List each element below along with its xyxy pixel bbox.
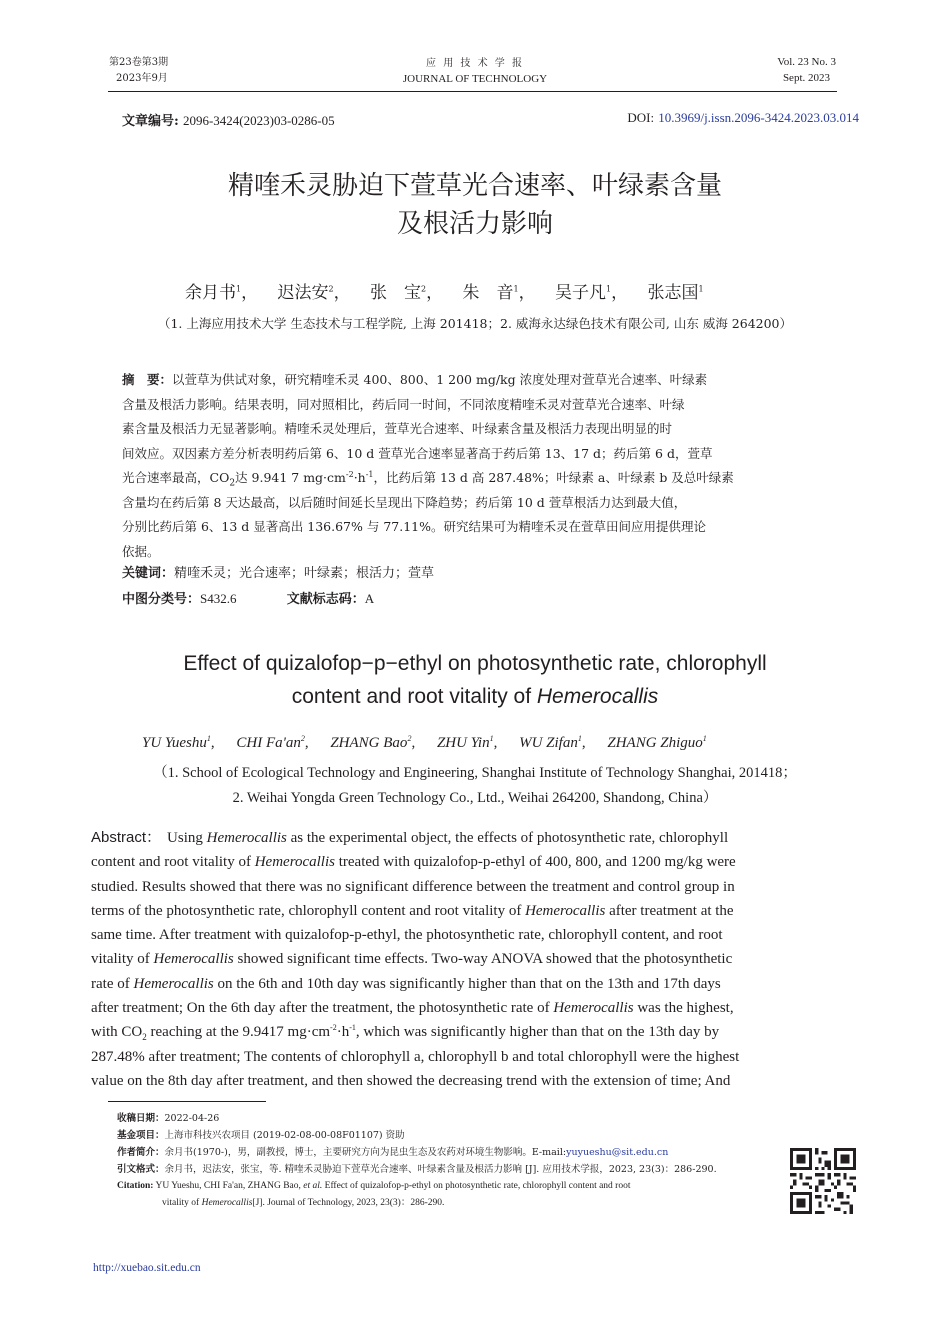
abstract-en-text: content and root vitality of <box>91 854 255 871</box>
abstract-en-line <box>91 972 859 996</box>
author-cn-affil: 1 <box>698 284 704 294</box>
abstract-en-sup: -2 <box>330 1023 337 1033</box>
footnote-label: 基金项目： <box>117 1130 165 1141</box>
header-volume-en: Vol. 23 No. 3 <box>777 56 836 68</box>
header-date-en: Sept. 2023 <box>782 72 830 84</box>
footnote-text: 余月书，迟法安，张宝，等. 精喹禾灵胁迫下萱草光合速率、叶绿素含量及根活力影响 [J]. 应用技术学报，2023, 23(3)：286-290. <box>164 1164 717 1175</box>
doi <box>540 110 859 126</box>
abstract-cn-line <box>122 368 858 393</box>
abstract-en-text: reaching at the 9.9417 mg·cm <box>146 1024 331 1041</box>
abstract-cn-text: 光合速率最高，CO <box>122 470 230 485</box>
header-date-cn: 2023年9月 <box>116 73 168 84</box>
footnote-text: vitality of <box>162 1198 202 1208</box>
title-en-line1: Effect of quizalofop−p−ethyl on photosynthetic rate, chlorophyll <box>183 652 767 675</box>
doc-code-label: 文献标志码： <box>286 592 365 607</box>
abstract-en-label: Abstract： <box>91 829 162 846</box>
abstract-cn-sub: 2 <box>229 478 236 489</box>
abstract-cn-text: ·h <box>353 470 366 485</box>
abstract-en-text: rate of <box>91 975 134 992</box>
authors-cn <box>185 278 704 303</box>
keywords-cn <box>122 562 434 581</box>
abstract-en-text: after treatment at the <box>605 902 734 919</box>
author-cn: 吴子凡 <box>555 283 606 303</box>
author-cn-affil: 1 <box>513 284 519 294</box>
footnote-received <box>117 1110 717 1127</box>
footnotes <box>117 1110 717 1212</box>
abstract-en-sub: 2 <box>142 1032 147 1043</box>
footnote-rule <box>108 1101 266 1102</box>
abstract-en-line: same time. After treatment with quizalofop-p-ethyl, the photosynthetic rate, chlorophyll content, and root <box>91 927 723 944</box>
footnote-label: Citation: <box>117 1181 154 1191</box>
author-cn: 迟法安 <box>277 283 329 303</box>
author-email-link[interactable]: yuyueshu@sit.edu.cn <box>566 1147 669 1158</box>
affiliation-en-line2: 2. Weihai Yongda Green Technology Co., Ltd., Weihai 264200, Shandong, China） <box>232 790 718 806</box>
abstract-en-line <box>91 899 859 923</box>
author-en-affil: 2 <box>407 734 412 743</box>
footnote-author <box>117 1144 717 1161</box>
footer-url-link[interactable]: http://xuebao.sit.edu.cn <box>93 1262 201 1274</box>
abstract-en-text: treated with quizalofop-p-ethyl of 400, 800, and 1200 mg/kg were <box>334 854 736 871</box>
abstract-cn-line: 素含量及根活力无显著影响。精喹禾灵处理后，萱草光合速率、叶绿素含量及根活力表现出明显的时 <box>122 421 673 436</box>
abstract-cn <box>122 368 858 564</box>
abstract-cn-text: 达 9.941 7 mg·cm <box>235 470 346 485</box>
abstract-cn-line: 依据。 <box>122 543 160 559</box>
author-en: ZHANG Zhiguo <box>607 735 703 751</box>
doi-link[interactable]: 10.3969/j.issn.2096-3424.2023.03.014 <box>658 110 859 125</box>
abstract-cn-text: ，比药后第 13 d 高 287.48%；叶绿素 a、叶绿素 b 及总叶绿素 <box>373 470 734 485</box>
keywords-cn-value: 精喹禾灵；光合速率；叶绿素；根活力；萱草 <box>174 566 435 581</box>
header-journal-en: JOURNAL OF TECHNOLOGY <box>402 73 548 85</box>
author-cn-sep: ， <box>333 283 351 303</box>
footnote-label: 收稿日期： <box>117 1113 165 1124</box>
classification <box>122 588 374 607</box>
author-en-sep: , <box>581 735 586 751</box>
footnote-text: Effect of quizalofop-p-ethyl on photosynthetic rate, chlorophyll content and root <box>322 1181 631 1191</box>
title-en-line2 <box>0 682 950 712</box>
doi-label: DOI: <box>627 110 655 125</box>
author-en: WU Zifan <box>519 735 578 751</box>
footnote-text: et al. <box>303 1181 323 1191</box>
footnote-label: 作者简介： <box>117 1147 165 1158</box>
article-number <box>122 110 335 129</box>
author-cn-sep: ， <box>426 283 444 303</box>
author-cn-sep: ， <box>611 283 629 303</box>
abstract-en-sup: -1 <box>349 1023 356 1033</box>
author-cn: 余月书 <box>185 283 236 303</box>
title-en-genus: Hemerocallis <box>536 685 659 708</box>
abstract-en-genus: Hemerocallis <box>254 854 335 871</box>
footnote-text: 上海市科技兴农项目 (2019-02-08-00-08F01107) 资助 <box>164 1130 405 1141</box>
footnote-cite-en <box>117 1178 717 1195</box>
authors-en <box>142 735 707 752</box>
abstract-cn-sup: -2 <box>345 469 354 479</box>
author-en: CHI Fa'an <box>236 735 301 751</box>
author-en: ZHU Yin <box>436 735 490 751</box>
footnote-text: [J]. Journal of Technology, 2023, 23(3)：286-290. <box>252 1198 445 1208</box>
clc-value: S432.6 <box>200 591 237 606</box>
abstract-en-line: 287.48% after treatment; The contents of chlorophyll a, chlorophyll b and total chlorophyll were the highest <box>91 1048 740 1065</box>
author-en-sep: , <box>210 735 215 751</box>
affiliation-cn: （1. 上海应用技术大学 生态技术与工程学院, 上海 201418；2. 威海永达绿色技术有限公司, 山东 威海 264200） <box>157 316 793 331</box>
abstract-en-text: ·h <box>336 1024 350 1041</box>
title-cn-line2: 及根活力影响 <box>396 209 553 239</box>
abstract-en-line <box>91 996 859 1020</box>
author-en-sep: , <box>493 735 498 751</box>
author-en-affil: 1 <box>489 734 494 743</box>
footnote-fund <box>117 1127 717 1144</box>
title-en-text: content and root vitality of <box>291 685 537 708</box>
abstract-cn-line: 分别比药后第 6、13 d 显著高出 136.67% 与 77.11%。研究结果可为精喹禾灵在萱草田间应用提供理论 <box>122 519 706 534</box>
author-cn: 朱 音 <box>462 283 514 303</box>
abstract-cn-line: 含量均在药后第 8 天达最高，以后随时间延长呈现出下降趋势；药后第 10 d 萱草根活力达到最大值， <box>122 494 687 510</box>
abstract-en <box>91 826 859 1093</box>
abstract-en-line: studied. Results showed that there was no significant difference between the treatment and control group in <box>91 878 735 895</box>
abstract-cn-sup: -1 <box>365 469 374 479</box>
abstract-cn-text: 以萱草为供试对象，研究精喹禾灵 400、800、1 200 mg/kg 浓度处理对萱草光合速率、叶绿素 <box>172 372 708 387</box>
author-en: YU Yueshu <box>142 735 207 751</box>
abstract-en-genus: Hemerocallis <box>133 975 214 992</box>
article-number-value: 2096-3424(2023)03-0286-05 <box>182 113 335 128</box>
header-journal-cn: 应 用 技 术 学 报 <box>426 58 524 69</box>
author-en-affil: 2 <box>300 734 305 743</box>
author-en-affil: 1 <box>577 734 582 743</box>
abstract-en-line <box>91 947 859 971</box>
title-cn-line1: 精喹禾灵胁迫下萱草光合速率、叶绿素含量 <box>227 171 722 201</box>
abstract-en-text: was the highest, <box>633 1000 734 1017</box>
author-cn-affil: 2 <box>421 284 427 294</box>
author-cn: 张 宝 <box>370 283 421 303</box>
abstract-en-line <box>91 1020 859 1044</box>
author-cn-sep: ， <box>241 283 259 303</box>
author-cn-affil: 1 <box>236 284 242 294</box>
footnote-label: 引文格式： <box>117 1164 165 1175</box>
abstract-cn-label: 摘 要： <box>122 372 173 387</box>
author-cn: 张志国 <box>647 283 699 303</box>
abstract-en-line <box>91 850 859 874</box>
footnote-cite-cn <box>117 1161 717 1178</box>
abstract-cn-line: 间效应。双因素方差分析表明药后第 6、10 d 萱草光合速率显著高于药后第 13、17 d；药后第 6 d，萱草 <box>122 445 713 461</box>
abstract-en-text: , which was significantly higher than that on the 13th day by <box>355 1024 720 1041</box>
abstract-en-genus: Hemerocallis <box>153 951 234 968</box>
article-number-label: 文章编号: <box>122 114 179 129</box>
header-volume-cn: 第23卷第3期 <box>109 57 169 68</box>
abstract-cn-line <box>122 466 858 491</box>
author-en: ZHANG Bao <box>330 735 408 751</box>
doc-code-value: A <box>364 591 375 606</box>
footnote-cite-en-cont <box>117 1195 717 1212</box>
abstract-en-text: vitality of <box>91 951 154 968</box>
affiliation-en-line1: （1. School of Ecological Technology and Engineering, Shanghai Institute of Technology Shanghai, 201418； <box>153 765 797 781</box>
author-cn-affil: 2 <box>328 284 334 294</box>
qr-code[interactable] <box>790 1148 856 1214</box>
abstract-en-text: after treatment; On the 6th day after the treatment, the photosynthetic rate of <box>91 1000 554 1017</box>
footnote-text: Hemerocallis <box>201 1198 253 1208</box>
author-cn-sep: ， <box>518 283 536 303</box>
clc-label: 中图分类号： <box>122 592 201 607</box>
header-rule <box>108 91 837 92</box>
abstract-en-genus: Hemerocallis <box>525 902 606 919</box>
abstract-cn-line: 含量及根活力影响。结果表明，同对照相比，药后同一时间，不同浓度精喹禾灵对萱草光合速率、叶绿 <box>122 396 685 412</box>
abstract-en-genus: Hemerocallis <box>553 1000 634 1017</box>
abstract-en-text: with CO <box>91 1024 143 1041</box>
abstract-en-line: value on the 8th day after treatment, and then showed the decreasing trend with the extension of time; And <box>91 1072 731 1089</box>
author-cn-affil: 1 <box>606 284 612 294</box>
abstract-en-line <box>91 826 859 850</box>
author-en-sep: , <box>411 735 416 751</box>
author-en-affil: 1 <box>206 734 211 743</box>
author-en-sep: , <box>304 735 309 751</box>
abstract-en-text: terms of the photosynthetic rate, chlorophyll content and root vitality of <box>91 902 526 919</box>
author-en-affil: 1 <box>702 734 707 743</box>
abstract-en-text: as the experimental object, the effects of photosynthetic rate, chlorophyll <box>286 830 729 846</box>
keywords-cn-label: 关键词： <box>122 566 175 581</box>
abstract-en-text: on the 6th and 10th day was significantly higher than that on the 13th and 17th days <box>213 975 721 992</box>
footnote-text: YU Yueshu, CHI Fa'an, ZHANG Bao, <box>155 1181 304 1191</box>
abstract-en-genus: Hemerocallis <box>206 830 287 846</box>
footnote-text: 余月书(1970-)，男，副教授，博士，主要研究方向为昆虫生态及农药对环境生物影响。E-mail: <box>164 1147 567 1158</box>
footnote-text: 2022-04-26 <box>164 1113 220 1124</box>
abstract-en-text: showed significant time effects. Two-way ANOVA showed that the photosynthetic <box>233 951 733 968</box>
abstract-en-text: Using <box>167 830 207 846</box>
